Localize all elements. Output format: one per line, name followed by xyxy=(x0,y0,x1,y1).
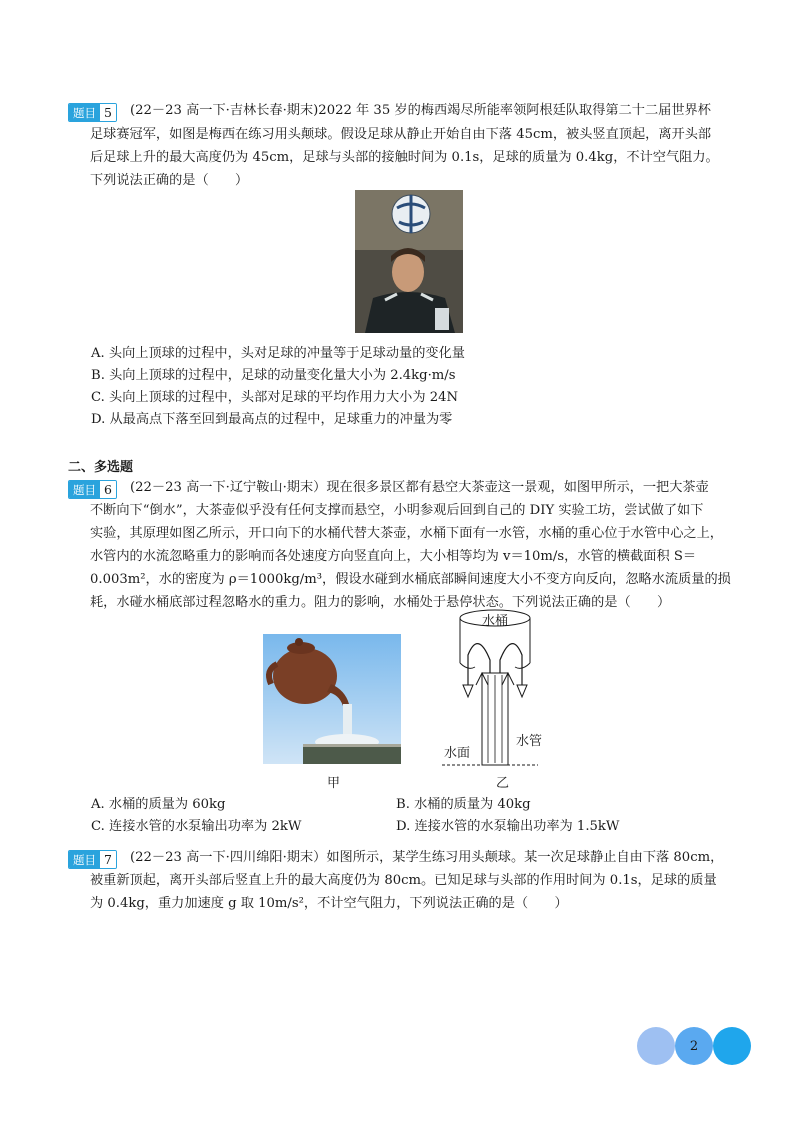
question-tag-label: 题目 xyxy=(69,851,100,868)
decor-circle-dark xyxy=(713,1027,751,1065)
q7-stem-line: 为 0.4kg，重力加速度 g 取 10m/s²，不计空气阻力，下列说法正确的是（ ） xyxy=(90,896,568,911)
q6-option-b: B. 水桶的质量为 40kg xyxy=(396,797,531,812)
question-tag xyxy=(68,850,117,869)
q5-option-b: B. 头向上顶球的过程中，足球的动量变化量大小为 2.4kg·m/s xyxy=(91,368,456,383)
q5-option-c: C. 头向上顶球的过程中，头部对足球的平均作用力大小为 24N xyxy=(91,390,459,405)
q5-stem-line: 下列说法正确的是（ ） xyxy=(90,173,249,188)
q5-option-a: A. 头向上顶球的过程中，头对足球的冲量等于足球动量的变化量 xyxy=(91,346,465,361)
question-tag xyxy=(68,103,117,122)
q5-option-d: D. 从最高点下落至回到最高点的过程中，足球重力的冲量为零 xyxy=(91,412,453,427)
q5-stem-line: (22－23 高一下·吉林长春·期末)2022 年 35 岁的梅西竭尽所能率领阿根廷队取得第二十二届世界杯 xyxy=(130,103,711,118)
page-number-badge xyxy=(675,1027,713,1065)
q6-option-c: C. 连接水管的水泵输出功率为 2kW xyxy=(91,819,302,834)
q5-stem-line: 后足球上升的最大高度仍为 45cm，足球与头部的接触时间为 0.1s，足球的质量为 0.4kg，不计空气阻力。 xyxy=(90,150,719,165)
question-number: 7 xyxy=(100,851,116,868)
teapot-photo xyxy=(263,634,401,764)
q6-option-a: A. 水桶的质量为 60kg xyxy=(91,797,226,812)
q5-stem-line: 足球赛冠军，如图是梅西在练习用头颠球。假设足球从静止开始自由下落 45cm，被头竖直顶起，离开头部 xyxy=(90,127,712,142)
decor-circle-light xyxy=(637,1027,675,1065)
label-bucket: 水桶 xyxy=(482,614,509,629)
q6-stem-line: (22－23 高一下·辽宁鞍山·期末）现在很多景区都有悬空大茶壶这一景观，如图甲所示，一把大茶壶 xyxy=(130,480,709,495)
q6-option-d: D. 连接水管的水泵输出功率为 1.5kW xyxy=(396,819,620,834)
question-tag-label: 题目 xyxy=(69,104,100,121)
question-tag xyxy=(68,480,117,499)
q6-stem-line: 实验，其原理如图乙所示，开口向下的水桶代替大茶壶，水桶下面有一水管，水桶的重心位于水管中心之上， xyxy=(90,526,723,541)
q7-stem-line: (22－23 高一下·四川绵阳·期末）如图所示，某学生练习用头颠球。某一次足球静止自由下落 80cm， xyxy=(130,850,724,865)
q7-stem-line: 被重新顶起，离开头部后竖直上升的最大高度仍为 80cm。已知足球与头部的作用时间为 0.1s，足球的质量 xyxy=(90,873,717,888)
question-number: 5 xyxy=(100,104,116,121)
page-number: 2 xyxy=(689,1038,699,1054)
football-photo-illustration xyxy=(355,190,463,333)
q6-stem-line: 0.003m²，水的密度为 ρ＝1000kg/m³，假设水碰到水桶底部瞬间速度大小不变方向反向，忽略水流质量的损 xyxy=(90,572,731,587)
section-heading: 二、多选题 xyxy=(68,460,134,475)
label-water-surface: 水面 xyxy=(444,746,471,761)
figure-caption-right: 乙 xyxy=(496,776,510,791)
q6-stem-line: 不断向下“倒水”，大茶壶似乎没有任何支撑而悬空，小明参观后回到自己的 DIY 实验工坊，尝试做了如下 xyxy=(90,503,704,518)
label-pipe: 水管 xyxy=(516,734,543,749)
teapot-photo-illustration xyxy=(263,634,401,764)
question-number: 6 xyxy=(100,481,116,498)
q6-stem-line: 耗，水碰水桶底部过程忽略水的重力。阻力的影响，水桶处于悬停状态。下列说法正确的是（ ） xyxy=(90,595,671,610)
figure-caption-left: 甲 xyxy=(327,776,341,791)
q6-stem-line: 水管内的水流忽略重力的影响而各处速度方向竖直向上，大小相等均为 v＝10m/s，水管的横截面积 S＝ xyxy=(90,549,697,564)
football-photo xyxy=(355,190,463,333)
question-tag-label: 题目 xyxy=(69,481,100,498)
